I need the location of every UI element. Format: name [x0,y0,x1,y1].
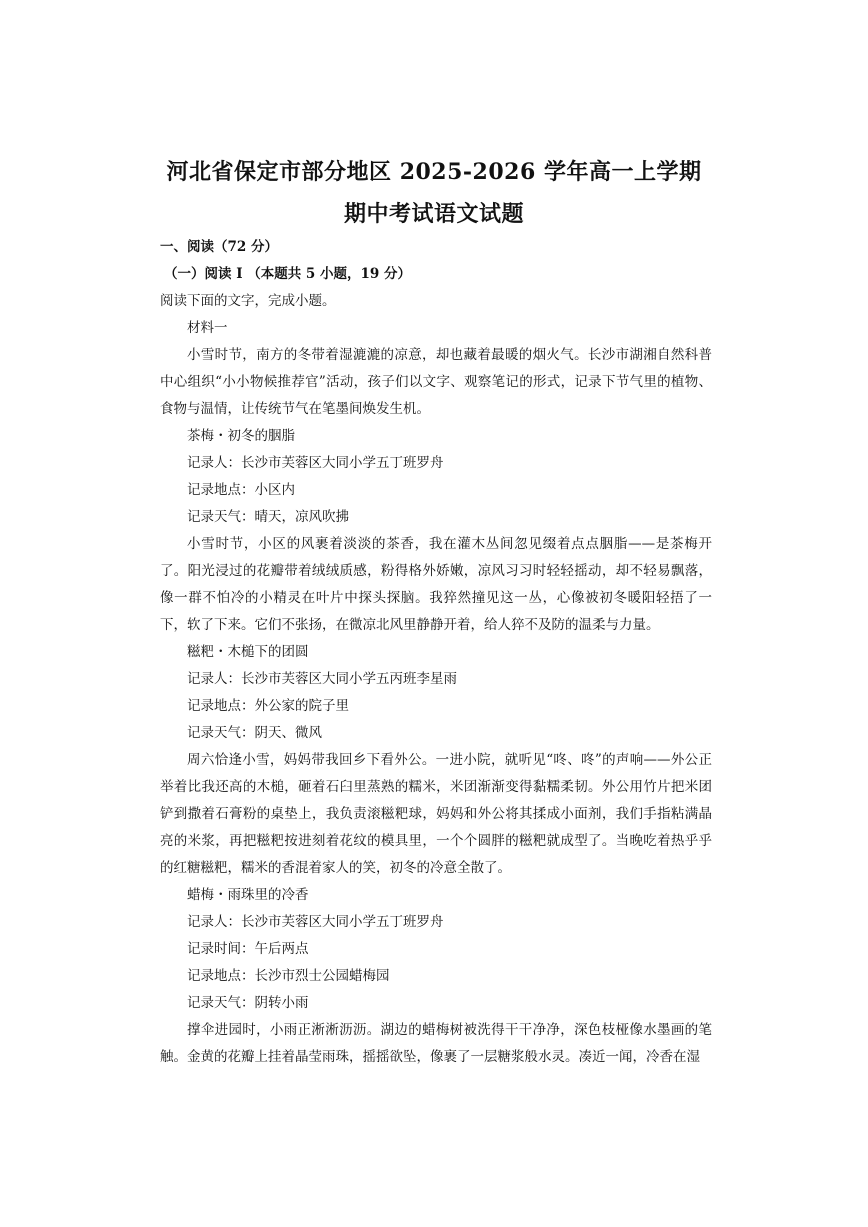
entry3-body: 撑伞进园时，小雨正淅淅沥沥。湖边的蜡梅树被洗得干干净净，深色枝桠像水墨画的笔触。金黄的花瓣上挂着晶莹雨珠，摇摇欲坠，像裹了一层糖浆般水灵。凑近一闻，冷香在湿 [160,1022,712,1065]
instruction-text: 阅读下面的文字，完成小题。 [160,293,336,309]
doc-body [160,234,712,1071]
entry2-recorder: 记录人：长沙市芙蓉区大同小学五丙班李星雨 [187,671,457,687]
entry2-weather: 记录天气：阴天、微风 [187,725,322,741]
entry3-recorder: 记录人：长沙市芙蓉区大同小学五丁班罗舟 [187,914,444,930]
entry1-location: 记录地点：小区内 [187,482,295,498]
entry3-location: 记录地点：长沙市烈士公园蜡梅园 [187,968,390,984]
entry2-body: 周六恰逢小雪，妈妈带我回乡下看外公。一进小院，就听见“咚、咚”的声响——外公正举着比我还高的木槌，砸着石臼里蒸熟的糯米，米团渐渐变得黏糯柔韧。外公用竹片把米团铲到撒着石膏粉的桌垫上，我负责滚糍粑球，妈妈和外公将其揉成小面剂，我们手指粘满晶亮的米浆，再把糍粑按进刻着花纹的模具里，一个个圆胖的糍粑就成型了。当晚吃着热乎乎的红糖糍粑，糯米的香混着家人的笑，初冬的冷意全散了。 [160,752,712,876]
entry1-recorder: 记录人：长沙市芙蓉区大同小学五丁班罗舟 [187,455,444,471]
entry3-weather: 记录天气：阴转小雨 [187,995,309,1011]
doc-title: 河北省保定市部分地区 2025-2026 学年高一上学期 [166,159,702,185]
section-heading: 一、阅读（72 分） [160,239,278,255]
material-label: 材料一 [187,320,228,336]
entry1-heading: 茶梅・初冬的胭脂 [187,428,295,444]
intro-paragraph: 小雪时节，南方的冬带着湿漉漉的凉意，却也藏着最暖的烟火气。长沙市湖湘自然科普中心组织“小小物候推荐官”活动，孩子们以文字、观察笔记的形式，记录下节气里的植物、食物与温情，让传统节气在笔墨间焕发生机。 [160,347,712,417]
entry3-heading: 蜡梅・雨珠里的冷香 [187,887,309,903]
entry1-weather: 记录天气：晴天，凉风吹拂 [187,509,349,525]
entry1-body: 小雪时节，小区的风裹着淡淡的茶香，我在灌木丛间忽见缀着点点胭脂——是茶梅开了。阳光浸过的花瓣带着绒绒质感，粉得格外娇嫩，凉风习习时轻轻摇动，却不轻易飘落，像一群不怕冷的小精灵在叶片中探头探脑。我猝然撞见这一丛，心像被初冬暖阳轻捂了一下，软了下来。它们不张扬，在微凉北风里静静开着，给人猝不及防的温柔与力量。 [160,536,712,633]
entry3-time: 记录时间：午后两点 [187,941,309,957]
entry2-location: 记录地点：外公家的院子里 [187,698,349,714]
subsection-heading: （一）阅读 I （本题共 5 小题，19 分） [164,266,411,282]
doc-subtitle: 期中考试语文试题 [343,201,524,227]
entry2-heading: 糍粑・木槌下的团圆 [187,644,309,660]
